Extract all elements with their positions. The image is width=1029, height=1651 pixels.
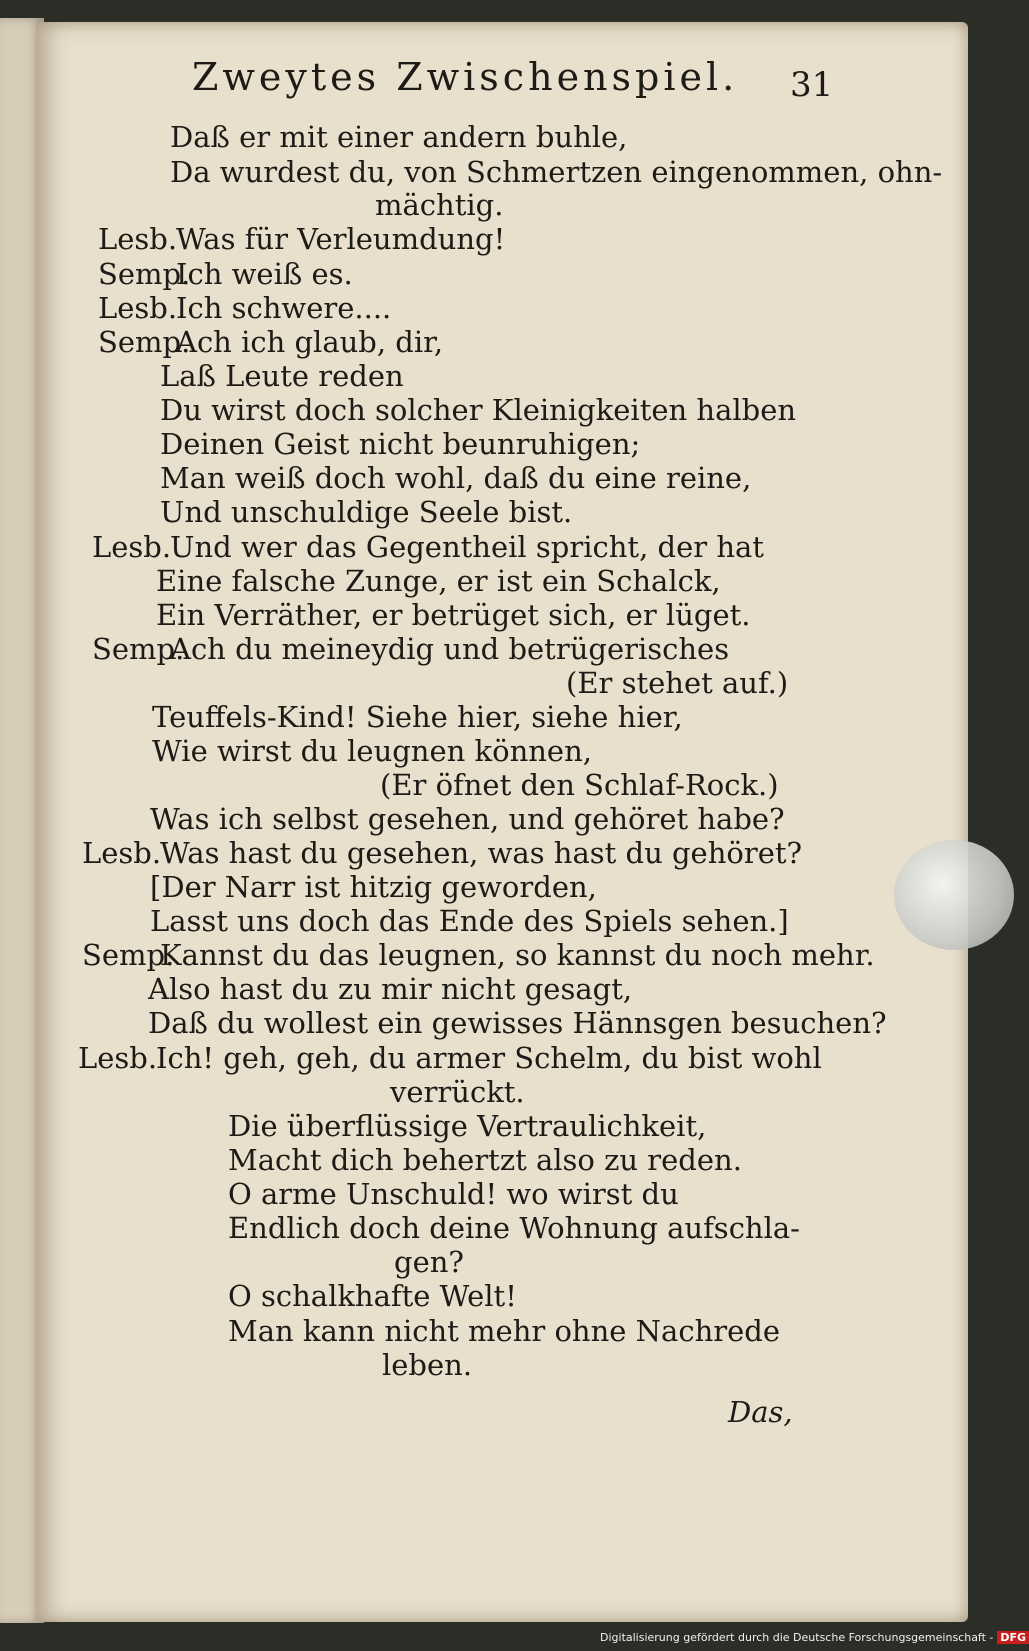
text-line — [380, 768, 779, 802]
page-number: 31 — [790, 65, 834, 105]
speaker-label: Lesb. — [92, 530, 172, 564]
text-line — [152, 734, 592, 768]
line-text: Und wer das Gegentheil spricht, der hat — [170, 530, 764, 564]
text-line — [148, 972, 632, 1006]
line-text: verrückt. — [390, 1075, 525, 1109]
line-text: Endlich doch deine Wohnung aufschla- — [228, 1211, 800, 1245]
speaker-label: Semp. — [98, 257, 191, 291]
text-line — [228, 1109, 706, 1143]
line-text: Daß du wollest ein gewisses Hännsgen besuchen? — [148, 1006, 887, 1040]
text-line — [92, 632, 729, 666]
dfg-logo: DFG — [997, 1631, 1029, 1644]
line-text: Und unschuldige Seele bist. — [160, 495, 573, 529]
running-header: Zweytes Zwischenspiel. — [192, 55, 739, 99]
line-text: Was hast du gesehen, was hast du gehöret? — [160, 836, 803, 870]
text-line — [228, 1177, 679, 1211]
line-text: Ein Verräther, er betrüget sich, er lüget. — [156, 598, 751, 632]
line-text: Ich weiß es. — [176, 257, 353, 291]
line-text: Du wirst doch solcher Kleinigkeiten halben — [160, 393, 797, 427]
line-text: Daß er mit einer andern buhle, — [170, 120, 628, 154]
text-line — [160, 495, 572, 529]
speaker-label: Lesb. — [78, 1041, 158, 1075]
text-line — [160, 393, 796, 427]
speaker-label: Lesb. — [98, 222, 178, 256]
speaker-label: Lesb. — [82, 836, 162, 870]
text-line — [148, 1006, 887, 1040]
text-line — [150, 904, 789, 938]
line-text: Ach du meineydig und betrügerisches — [170, 632, 730, 666]
catchword: Das, — [728, 1395, 793, 1429]
text-line — [150, 802, 785, 836]
text-line — [228, 1143, 742, 1177]
text-line — [98, 325, 443, 359]
text-line — [82, 836, 802, 870]
text-line — [160, 427, 640, 461]
text-line — [160, 359, 404, 393]
text-line — [228, 1314, 780, 1348]
speaker-label: Semp. — [98, 325, 191, 359]
text-line — [92, 530, 764, 564]
digitization-credit — [600, 1631, 1029, 1644]
line-text: Ach ich glaub, dir, — [176, 325, 444, 359]
line-text: (Er stehet auf.) — [566, 666, 789, 700]
line-text: Deinen Geist nicht beunruhigen; — [160, 427, 641, 461]
text-line — [566, 666, 788, 700]
text-line — [228, 1279, 517, 1313]
line-text: Wie wirst du leugnen können, — [152, 734, 592, 768]
speaker-label: Semp. — [92, 632, 185, 666]
line-text: Kannst du das leugnen, so kannst du noch mehr. — [160, 938, 875, 972]
text-line — [82, 938, 875, 972]
line-text: gen? — [394, 1245, 464, 1279]
credit-text: Digitalisierung gefördert durch die Deutsche Forschungsgemeinschaft - — [600, 1631, 994, 1644]
line-text: Teuffels-Kind! Siehe hier, siehe hier, — [152, 700, 683, 734]
line-text: Laß Leute reden — [160, 359, 404, 393]
text-line — [390, 1075, 525, 1109]
line-text: Man weiß doch wohl, daß du eine reine, — [160, 461, 752, 495]
text-line — [170, 120, 627, 154]
scanner-thumb — [894, 840, 1014, 950]
line-text: Also hast du zu mir nicht gesagt, — [148, 972, 633, 1006]
text-line — [160, 461, 751, 495]
text-line — [152, 700, 683, 734]
line-text: Da wurdest du, von Schmertzen eingenommen, ohn- — [170, 155, 943, 189]
line-text: mächtig. — [375, 188, 504, 222]
text-line — [98, 257, 353, 291]
line-text: Eine falsche Zunge, er ist ein Schalck, — [156, 564, 721, 598]
text-line — [78, 1041, 822, 1075]
line-text: [Der Narr ist hitzig geworden, — [150, 870, 597, 904]
speaker-label: Lesb. — [98, 291, 178, 325]
line-text: Man kann nicht mehr ohne Nachrede — [228, 1314, 781, 1348]
text-line — [394, 1245, 464, 1279]
text-line — [170, 155, 942, 189]
text-line — [375, 188, 503, 222]
line-text: Lasst uns doch das Ende des Spiels sehen.] — [150, 904, 789, 938]
line-text: Ich schwere.... — [176, 291, 392, 325]
line-text: leben. — [382, 1348, 473, 1382]
line-text: O schalkhafte Welt! — [228, 1279, 517, 1313]
line-text: (Er öfnet den Schlaf-Rock.) — [380, 768, 779, 802]
line-text: Was ich selbst gesehen, und gehöret habe? — [150, 802, 785, 836]
line-text: Was für Verleumdung! — [176, 222, 506, 256]
text-line — [382, 1348, 472, 1382]
line-text: Ich! geh, geh, du armer Schelm, du bist wohl — [156, 1041, 822, 1075]
text-line — [98, 222, 505, 256]
text-line — [156, 598, 750, 632]
text-line — [228, 1211, 800, 1245]
line-text: Die überflüssige Vertraulichkeit, — [228, 1109, 707, 1143]
text-line — [98, 291, 391, 325]
text-line — [156, 564, 721, 598]
speaker-label: Semp. — [82, 938, 175, 972]
text-line — [150, 870, 597, 904]
line-text: Macht dich behertzt also zu reden. — [228, 1143, 742, 1177]
line-text: O arme Unschuld! wo wirst du — [228, 1177, 679, 1211]
